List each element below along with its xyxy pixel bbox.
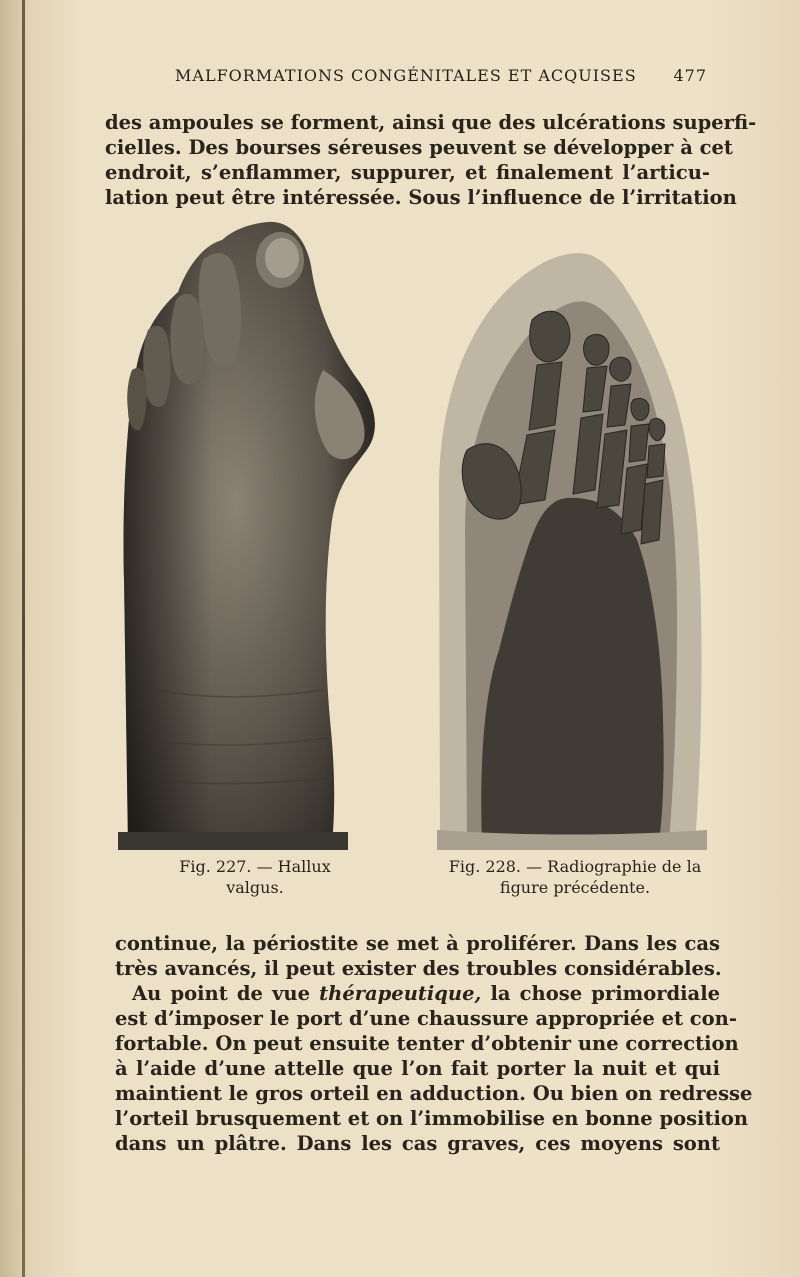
text-line: très avancés, il peut exister des troubles considérables.	[115, 957, 722, 980]
figure-227-foot-photo	[118, 220, 383, 850]
text-segment: Au point de vue	[132, 982, 320, 1005]
paragraph-bottom	[115, 931, 753, 1156]
running-header	[175, 66, 715, 90]
text-line: est d’imposer le port d’une chaussure appropriée et con-	[115, 1007, 737, 1030]
caption-line: Fig. 228. — Radiographie de la	[448, 857, 702, 876]
text-line: dans un plâtre. Dans les cas graves, ces moyens sont	[115, 1132, 720, 1155]
text-line: continue, la périostite se met à proliférer. Dans les cas	[115, 932, 720, 955]
figure-228-caption	[430, 856, 720, 898]
italic-term: thérapeutique,	[319, 982, 482, 1005]
text-line: lation peut être intéressée. Sous l’influence de l’irritation	[105, 186, 737, 209]
figure-228-radiograph	[437, 250, 707, 850]
page-number: 477	[673, 66, 707, 85]
text-line: cielles. Des bourses séreuses peuvent se développer à cet	[105, 136, 733, 159]
caption-line: figure précédente.	[499, 878, 651, 897]
text-line: endroit, s’enflammer, suppurer, et finalement l’articu-	[105, 161, 710, 184]
foot-photo-illustration	[118, 220, 383, 850]
page-gutter-edge	[22, 0, 25, 1277]
text-line: fortable. On peut ensuite tenter d’obtenir une correction	[115, 1032, 739, 1055]
text-line	[115, 981, 720, 1006]
radiograph-illustration	[437, 250, 707, 850]
running-title: MALFORMATIONS CONGÉNITALES ET ACQUISES	[175, 66, 637, 85]
text-line: des ampoules se forment, ainsi que des ulcérations superfi-	[105, 111, 757, 134]
paragraph-top	[105, 110, 757, 210]
text-line: à l’aide d’une attelle que l’on fait porter la nuit et qui	[115, 1057, 720, 1080]
caption-line: valgus.	[226, 878, 284, 897]
text-segment: la chose primordiale	[481, 982, 721, 1005]
text-line: maintient le gros orteil en adduction. Ou bien on redresse	[115, 1082, 753, 1105]
figure-227-caption	[160, 856, 350, 898]
caption-line: Fig. 227. — Hallux	[179, 857, 331, 876]
text-line: l’orteil brusquement et on l’immobilise en bonne position	[115, 1107, 749, 1130]
